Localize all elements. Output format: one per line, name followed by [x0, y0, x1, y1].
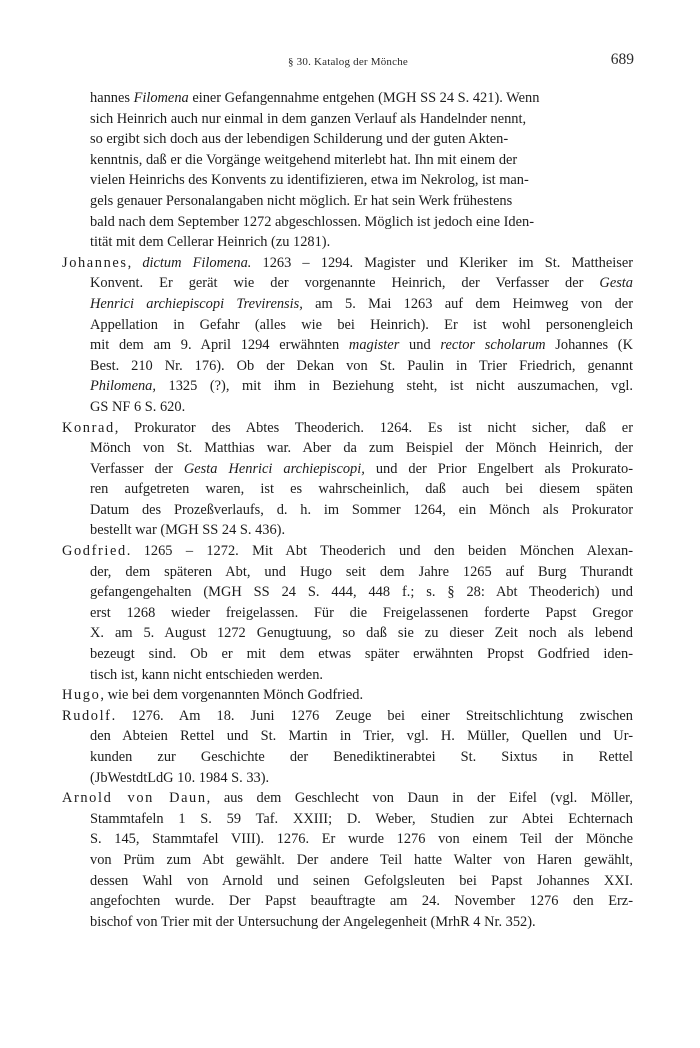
italic-text: magister: [348, 337, 400, 354]
text-line: [62, 253, 633, 274]
text-line: [90, 150, 633, 171]
italic-text: Gesta: [599, 275, 633, 292]
text-line: [62, 706, 633, 727]
text-line: [90, 170, 633, 191]
italic-text: Gesta Henrici archiepiscopi,: [183, 460, 365, 477]
text-line: [90, 850, 633, 871]
text-run: , aus dem Geschlecht von Daun in der Eifel (vgl. Möller,: [206, 790, 633, 807]
text-run: Verfasser der: [90, 460, 184, 477]
text-line: [90, 376, 633, 397]
text-line: [90, 665, 633, 686]
italic-text: Henrici archiepiscopi Trevirensis,: [90, 295, 303, 312]
text-line: [90, 809, 633, 830]
text-line: [90, 582, 633, 603]
text-line: [90, 623, 633, 644]
continuation-paragraph: [62, 88, 633, 253]
text-line: [90, 315, 633, 336]
monk-entries: [62, 253, 633, 933]
text-run: X. am 5. August 1272 Genugtuung, so daß sie zu dieser Zeit noch als lebend: [90, 625, 633, 642]
text-line: [90, 129, 633, 150]
text-line: [90, 356, 633, 377]
text-run: dessen Wahl von Arnold und seinen Gefolgsleuten bei Papst Johannes XXI.: [90, 872, 633, 889]
text-run: Konvent. Er gerät wie der vorgenannte Heinrich, der Verfasser der: [90, 275, 600, 292]
text-line: [90, 644, 633, 665]
text-line: [90, 438, 633, 459]
entry-name: Hugo: [62, 687, 101, 704]
text-run: und: [399, 337, 441, 354]
italic-text: Philomena,: [90, 378, 156, 395]
text-run: . 1276. Am 18. Juni 1276 Zeuge bei einer Streitschlichtung zwischen: [111, 707, 633, 724]
text-line: [90, 520, 633, 541]
text-run: bestellt war (MGH SS 24 S. 436).: [90, 522, 286, 539]
text-run: Johannes (K: [545, 337, 633, 354]
text-line: [90, 88, 633, 109]
text-run: Mönch von St. Matthias war. Aber da zum Beispiel der Mönch Heinrich, der: [90, 440, 633, 457]
text-line: [90, 459, 633, 480]
text-run: gels genauer Personalangaben nicht möglich. Er hat sein Werk frühestens: [90, 192, 513, 209]
text-run: Best. 210 Nr. 176). Ob der Dekan von St. Paulin in Trier Friedrich, genannt: [90, 357, 633, 374]
text-run: bald nach dem September 1272 abgeschlossen. Möglich ist jedoch eine Iden-: [90, 213, 534, 230]
text-run: der, dem späteren Abt, und Hugo seit dem Jahre 1265 auf Burg Thurandt: [90, 563, 633, 580]
text-run: ren aufgetreten waren, ist es wahrscheinlich, daß auch bei diesem späten: [90, 481, 633, 498]
text-run: bischof von Trier mit der Untersuchung der Angelegenheit (MrhR 4 Nr. 352).: [90, 913, 536, 930]
text-run: den Abteien Rettel und St. Martin in Trier, vgl. H. Müller, Quellen und Ur-: [90, 728, 633, 745]
text-run: (JbWestdtLdG 10. 1984 S. 33).: [90, 769, 270, 786]
text-run: 1263 – 1294. Magister und Kleriker im St. Mattheiser: [251, 254, 634, 271]
text-line: [62, 418, 633, 439]
text-run: einer Gefangennahme entgehen (MGH SS 24 S. 421). Wenn: [188, 90, 540, 106]
text-run: kenntnis, daß er die Vorgänge weitgehend miterlebt hat. Ihn mit einem der: [90, 151, 518, 168]
page-body: [62, 88, 633, 932]
page-number: 689: [610, 51, 634, 68]
text-line: [62, 541, 633, 562]
text-run: am 5. Mai 1263 auf dem Heimweg von der: [302, 295, 633, 312]
text-run: , wie bei dem vorgenannten Mönch Godfried.: [100, 687, 364, 704]
text-run: vielen Heinrichs des Konvents zu identifizieren, etwa im Nekrolog, ist man-: [90, 172, 529, 189]
text-run: bezeugt sind. Ob er mit dem etwas später erwähnten Propst Godfried iden-: [90, 646, 633, 663]
text-run: mit dem am 9. April 1294 erwähnten: [90, 337, 349, 354]
text-run: erst 1268 wieder freigelassen. Für die Freigelassenen forderte Papst Gregor: [90, 604, 633, 621]
text-line: [62, 788, 633, 809]
text-run: kunden zur Geschichte der Benediktinerabtei St. Sixtus in Rettel: [90, 749, 633, 765]
text-run: . 1265 – 1272. Mit Abt Theoderich und den beiden Mönchen Alexan-: [126, 543, 633, 560]
text-run: Stammtafeln 1 S. 59 Taf. XXIII; D. Weber, Studien zur Abtei Echternach: [90, 810, 633, 827]
text-run: GS NF 6 S. 620.: [90, 398, 186, 415]
text-run: Appellation in Gefahr (alles wie bei Heinrich). Er ist wohl personengleich: [90, 316, 633, 333]
italic-text: dictum Filomena.: [142, 254, 252, 271]
text-run: und der Prior Engelbert als Prokurato-: [364, 460, 633, 477]
text-line: [90, 109, 633, 130]
text-run: tisch ist, kann nicht entschieden werden.: [90, 666, 323, 683]
running-head: [62, 50, 634, 72]
text-run: , Prokurator des Abtes Theoderich. 1264. Es ist nicht sicher, daß er: [114, 419, 633, 436]
text-line: [90, 191, 633, 212]
monk-entry: [62, 706, 633, 788]
italic-text: Filomena: [133, 90, 189, 106]
text-line: [90, 294, 633, 315]
text-line: [90, 335, 633, 356]
entry-name: Arnold von Daun: [62, 790, 207, 807]
text-line: [90, 768, 633, 789]
text-line: [90, 397, 633, 418]
text-run: 1325 (?), mit ihm in Beziehung steht, ist nicht auszumachen, vgl.: [155, 378, 633, 395]
text-line: [90, 500, 633, 521]
text-run: sich Heinrich auch nur einmal in dem ganzen Verlauf als Handelnder nennt,: [90, 110, 527, 127]
text-line: [90, 747, 633, 768]
text-run: tität mit dem Cellerar Heinrich (zu 1281).: [90, 234, 331, 251]
text-run: S. 145, Stammtafel VIII). 1276. Er wurde 1276 von einem Teil der Mönche: [90, 831, 633, 848]
text-line: [62, 685, 633, 706]
text-line: [90, 232, 633, 253]
monk-entry: [62, 253, 633, 418]
monk-entry: [62, 685, 633, 706]
text-run: gefangengehalten (MGH SS 24 S. 444, 448 f.; s. § 28: Abt Theoderich) und: [90, 584, 633, 601]
text-line: [90, 562, 633, 583]
text-line: [90, 829, 633, 850]
text-run: von Prüm zum Abt gewählt. Der andere Teil hatte Walter von Haren gewählt,: [90, 851, 633, 868]
text-line: [90, 273, 633, 294]
entry-name: Rudolf: [62, 707, 112, 724]
text-line: [90, 479, 633, 500]
monk-entry: [62, 418, 633, 542]
text-line: [90, 891, 633, 912]
entry-name: Johannes: [62, 254, 128, 271]
text-line: [90, 912, 633, 933]
entry-name: Godfried: [62, 543, 127, 560]
text-line: [90, 603, 633, 624]
text-run: so ergibt sich doch aus der lebendigen Schilderung und der guten Akten-: [90, 131, 509, 148]
text-run: angefochten wurde. Der Papst beauftragte am 24. November 1276 den Erz-: [90, 893, 633, 910]
text-line: [90, 212, 633, 233]
text-line: [90, 726, 633, 747]
italic-text: rector scholarum: [440, 337, 546, 354]
text-run: hannes: [90, 90, 134, 106]
text-run: ,: [127, 254, 143, 271]
entry-name: Konrad: [62, 419, 115, 436]
running-head-title: § 30. Katalog der Mönche: [288, 56, 408, 68]
monk-entry: [62, 788, 633, 932]
text-run: Datum des Prozeßverlaufs, d. h. im Sommer 1264, ein Mönch als Prokurator: [90, 501, 633, 518]
text-line: [90, 871, 633, 892]
monk-entry: [62, 541, 633, 685]
